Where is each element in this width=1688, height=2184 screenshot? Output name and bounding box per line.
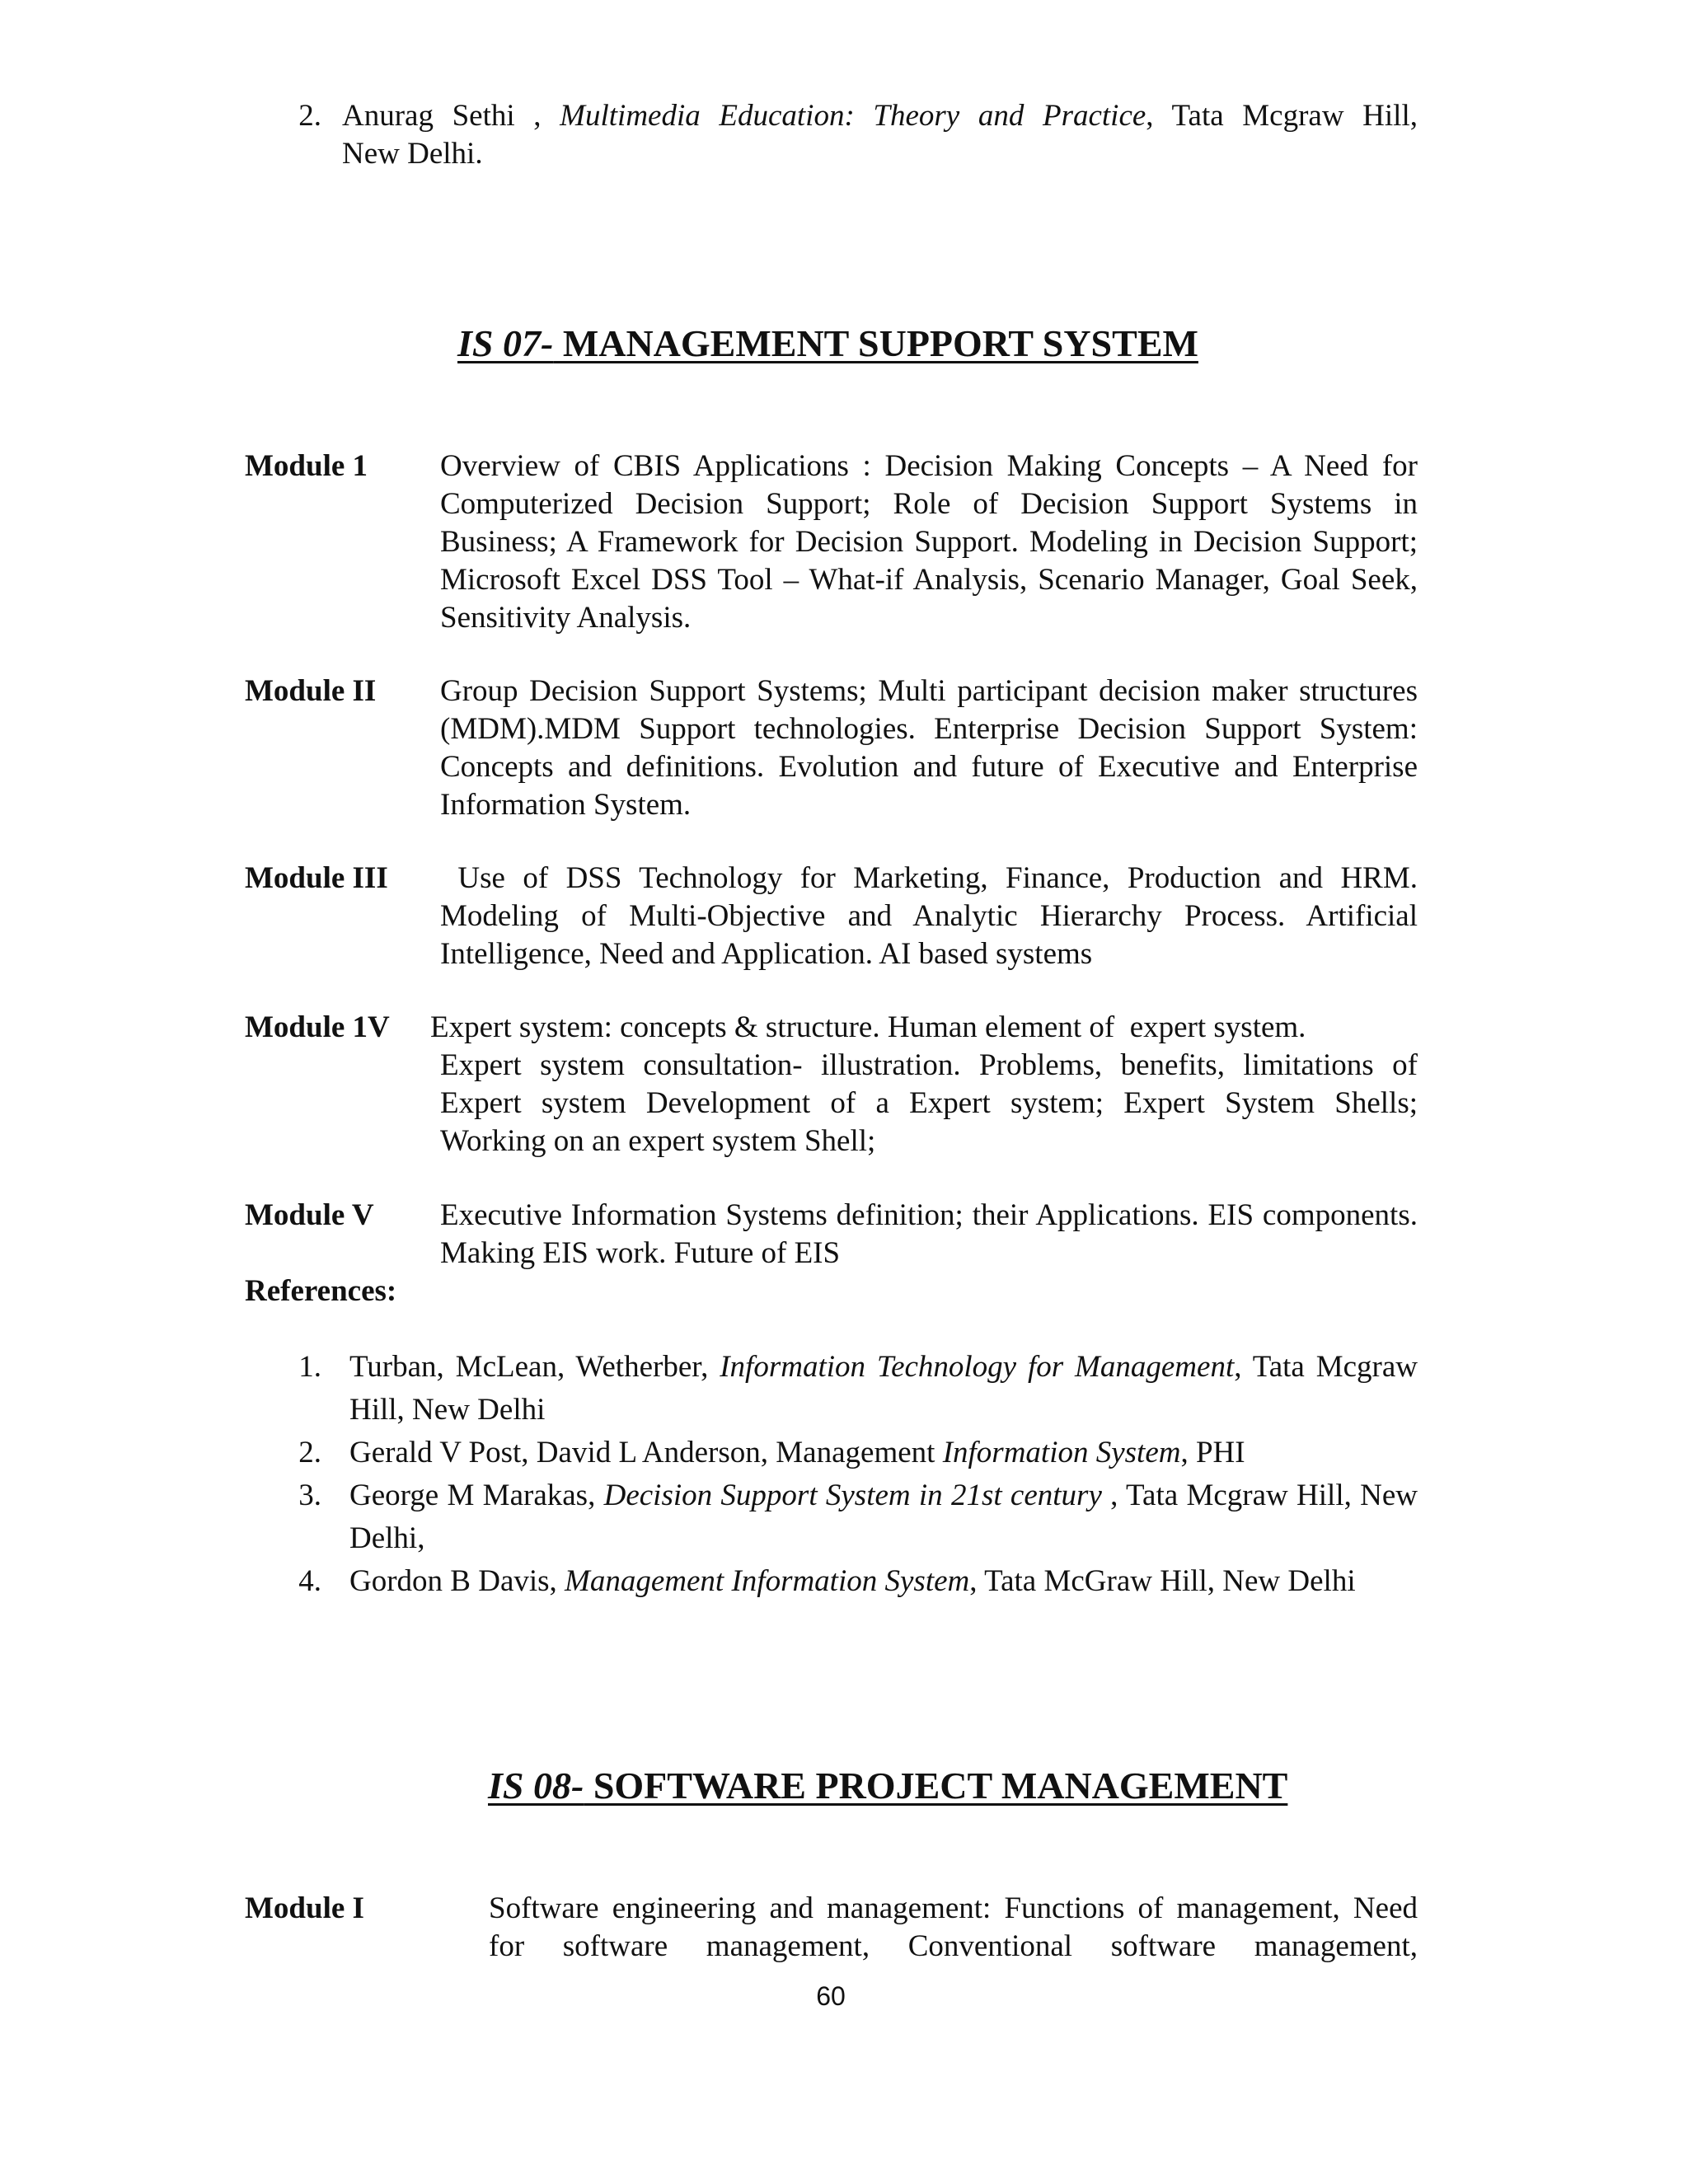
module-label: Module II: [245, 674, 377, 708]
module-text: Expert system consultation- illustration. Problems, benefits, limitations of Expert system Development of a Expert system; Expert System Shells; Working on an expert system Shell;: [440, 1048, 1418, 1158]
reference-number: 2.: [298, 1436, 321, 1469]
module-text: Executive Information Systems definition; their Applications. EIS components. Making EIS work. Future of EIS: [440, 1198, 1418, 1270]
section-code: IS 07-: [457, 322, 554, 364]
section-title: SOFTWARE PROJECT MANAGEMENT: [584, 1765, 1288, 1807]
module-text-first-line: Expert system: concepts & structure. Human element of expert system.: [430, 1010, 1306, 1044]
reference-line-1: [342, 97, 1418, 135]
reference-title: Information System: [942, 1436, 1181, 1469]
reference-item: [349, 1346, 1418, 1432]
reference-title: Multimedia Education: Theory and Practice: [560, 99, 1146, 133]
section-heading-is07: [457, 321, 1198, 365]
reference-number: 3.: [298, 1479, 321, 1512]
reference-item: [349, 1560, 1418, 1603]
module-text: Overview of CBIS Applications : Decision Making Concepts – A Need for Computerized Decision Support; Role of Decision Support Systems in Business; A Framework for Decision Support. Modeling in Decision Support; Microsoft Excel DSS Tool – What-if Analysis, Scenario Manager, Goal Seek, Sensitivity Analysis.: [440, 449, 1418, 635]
module-label: Module I: [245, 1891, 364, 1925]
module-label: Module 1: [245, 449, 368, 483]
section-heading-is08: [488, 1764, 1287, 1807]
references-label: References:: [245, 1274, 397, 1308]
section-title: MANAGEMENT SUPPORT SYSTEM: [553, 322, 1198, 364]
reference-publisher: , Tata Mcgraw Hill, New Delhi: [349, 1350, 1418, 1427]
reference-number: 4.: [298, 1564, 321, 1598]
reference-author: Anurag Sethi ,: [342, 99, 542, 133]
page-number: 60: [816, 1981, 846, 2011]
reference-publisher: , Tata McGraw Hill, New Delhi: [969, 1564, 1356, 1598]
reference-title: Management Information System: [565, 1564, 970, 1598]
reference-title: Information Technology for Management: [720, 1350, 1235, 1384]
reference-authors: Gerald V Post, David L Anderson, Management: [349, 1436, 943, 1469]
module-label: Module 1V: [245, 1010, 390, 1044]
module-label: Module V: [245, 1198, 374, 1232]
reference-authors: George M Marakas,: [349, 1479, 604, 1512]
reference-publisher: , Tata Mcgraw Hill,: [1146, 99, 1418, 133]
module-label: Module III: [245, 861, 388, 895]
reference-number: 2.: [298, 99, 321, 133]
reference-number: 1.: [298, 1350, 321, 1384]
reference-item: [349, 1432, 1418, 1474]
reference-item: [349, 1474, 1426, 1560]
reference-line-2: New Delhi.: [342, 137, 483, 171]
reference-authors: Gordon B Davis,: [349, 1564, 565, 1598]
module-text: Use of DSS Technology for Marketing, Finance, Production and HRM. Modeling of Multi-Objective and Analytic Hierarchy Process. Artificial Intelligence, Need and Application. AI based systems: [440, 861, 1426, 971]
reference-publisher: , PHI: [1180, 1436, 1245, 1469]
section-code: IS 08-: [488, 1765, 584, 1807]
module-text: Software engineering and management: Functions of management, Need for software management, Conventional software management,: [489, 1891, 1418, 1963]
reference-publisher: , Tata Mcgraw Hill, New Delhi,: [349, 1479, 1426, 1555]
reference-title: Decision Support System in 21st century: [603, 1479, 1102, 1512]
reference-authors: Turban, McLean, Wetherber,: [349, 1350, 720, 1384]
module-text: Group Decision Support Systems; Multi participant decision maker structures (MDM).MDM Support technologies. Enterprise Decision Support System: Concepts and definitions. Evolution and future of Executive and Enterprise Information System.: [440, 674, 1418, 822]
